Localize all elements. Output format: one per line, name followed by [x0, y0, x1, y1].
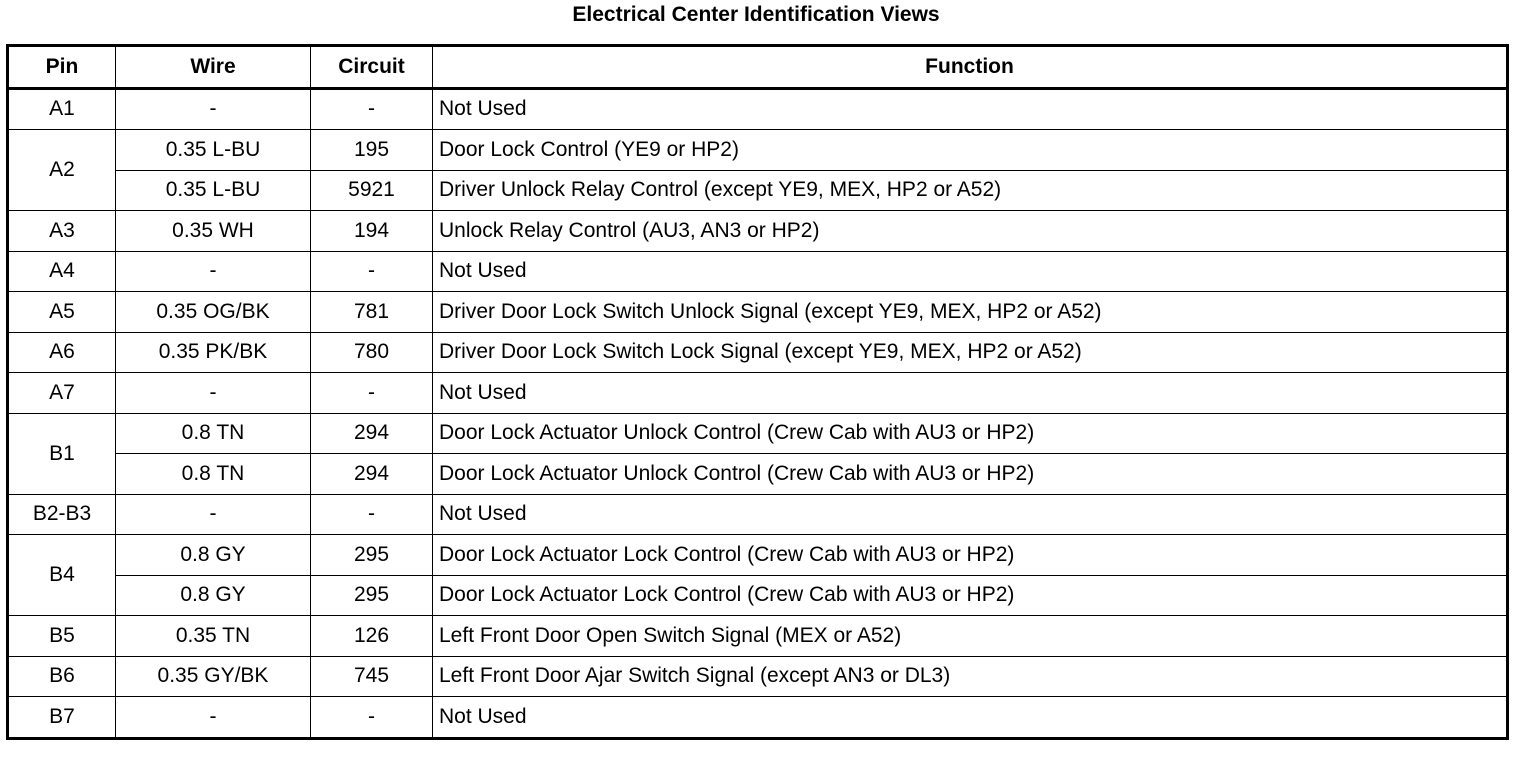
function-cell: Door Lock Control (YE9 or HP2)	[433, 130, 1508, 171]
circuit-cell: -	[311, 697, 433, 739]
pin-cell: B6	[8, 656, 116, 697]
circuit-cell: -	[311, 373, 433, 414]
wire-cell: 0.35 OG/BK	[116, 292, 311, 333]
pin-cell: B7	[8, 697, 116, 739]
wire-cell: 0.35 WH	[116, 211, 311, 252]
wire-cell: -	[116, 251, 311, 292]
header-circuit: Circuit	[311, 46, 433, 89]
wire-cell: -	[116, 373, 311, 414]
table-row	[8, 575, 1508, 616]
table-row	[8, 535, 1508, 576]
table-row	[8, 88, 1508, 130]
pin-cell: A3	[8, 211, 116, 252]
circuit-cell: 745	[311, 656, 433, 697]
table-header	[8, 46, 1508, 89]
circuit-cell: 5921	[311, 170, 433, 211]
circuit-cell: 781	[311, 292, 433, 333]
circuit-cell: 295	[311, 535, 433, 576]
function-cell: Unlock Relay Control (AU3, AN3 or HP2)	[433, 211, 1508, 252]
function-cell: Door Lock Actuator Lock Control (Crew Cab with AU3 or HP2)	[433, 575, 1508, 616]
function-cell: Left Front Door Ajar Switch Signal (except AN3 or DL3)	[433, 656, 1508, 697]
pin-cell: A5	[8, 292, 116, 333]
function-cell: Left Front Door Open Switch Signal (MEX or A52)	[433, 616, 1508, 657]
header-wire: Wire	[116, 46, 311, 89]
pin-cell: A2	[8, 130, 116, 211]
page-title: Electrical Center Identification Views	[572, 3, 940, 26]
circuit-cell: 126	[311, 616, 433, 657]
table-row	[8, 170, 1508, 211]
pin-cell: A7	[8, 373, 116, 414]
table-row	[8, 454, 1508, 495]
wire-cell: 0.35 TN	[116, 616, 311, 657]
wire-cell: 0.35 PK/BK	[116, 332, 311, 373]
header-function: Function	[433, 46, 1508, 89]
circuit-cell: -	[311, 88, 433, 130]
pin-cell: B2-B3	[8, 494, 116, 535]
circuit-cell: 194	[311, 211, 433, 252]
wire-cell: 0.8 TN	[116, 454, 311, 495]
table-row	[8, 211, 1508, 252]
function-cell: Not Used	[433, 251, 1508, 292]
header-row	[8, 46, 1508, 89]
table-row	[8, 332, 1508, 373]
table-row	[8, 130, 1508, 171]
pin-cell: A4	[8, 251, 116, 292]
circuit-cell: 295	[311, 575, 433, 616]
function-cell: Door Lock Actuator Lock Control (Crew Cab with AU3 or HP2)	[433, 535, 1508, 576]
wire-cell: 0.8 TN	[116, 413, 311, 454]
table-row	[8, 697, 1508, 739]
table-row	[8, 616, 1508, 657]
wire-cell: -	[116, 494, 311, 535]
pin-cell: B1	[8, 413, 116, 494]
circuit-cell: 780	[311, 332, 433, 373]
table-row	[8, 494, 1508, 535]
table-row	[8, 413, 1508, 454]
wire-cell: 0.8 GY	[116, 575, 311, 616]
table-row	[8, 373, 1508, 414]
circuit-cell: 294	[311, 454, 433, 495]
pin-cell: A6	[8, 332, 116, 373]
table-row	[8, 251, 1508, 292]
function-cell: Not Used	[433, 697, 1508, 739]
function-cell: Door Lock Actuator Unlock Control (Crew Cab with AU3 or HP2)	[433, 413, 1508, 454]
function-cell: Driver Door Lock Switch Unlock Signal (except YE9, MEX, HP2 or A52)	[433, 292, 1508, 333]
table-row	[8, 292, 1508, 333]
pin-cell: B5	[8, 616, 116, 657]
wire-cell: 0.35 L-BU	[116, 170, 311, 211]
function-cell: Driver Unlock Relay Control (except YE9, MEX, HP2 or A52)	[433, 170, 1508, 211]
function-cell: Not Used	[433, 494, 1508, 535]
function-cell: Not Used	[433, 88, 1508, 130]
wire-cell: -	[116, 697, 311, 739]
table-body	[8, 88, 1508, 738]
wire-cell: 0.35 L-BU	[116, 130, 311, 171]
pin-cell: B4	[8, 535, 116, 616]
wire-cell: 0.35 GY/BK	[116, 656, 311, 697]
wire-cell: -	[116, 88, 311, 130]
function-cell: Door Lock Actuator Unlock Control (Crew Cab with AU3 or HP2)	[433, 454, 1508, 495]
table-row	[8, 656, 1508, 697]
function-cell: Driver Door Lock Switch Lock Signal (except YE9, MEX, HP2 or A52)	[433, 332, 1508, 373]
function-cell: Not Used	[433, 373, 1508, 414]
pin-cell: A1	[8, 88, 116, 130]
header-pin: Pin	[8, 46, 116, 89]
wire-cell: 0.8 GY	[116, 535, 311, 576]
circuit-cell: -	[311, 494, 433, 535]
connector-pin-table	[6, 44, 1509, 740]
circuit-cell: -	[311, 251, 433, 292]
circuit-cell: 195	[311, 130, 433, 171]
circuit-cell: 294	[311, 413, 433, 454]
